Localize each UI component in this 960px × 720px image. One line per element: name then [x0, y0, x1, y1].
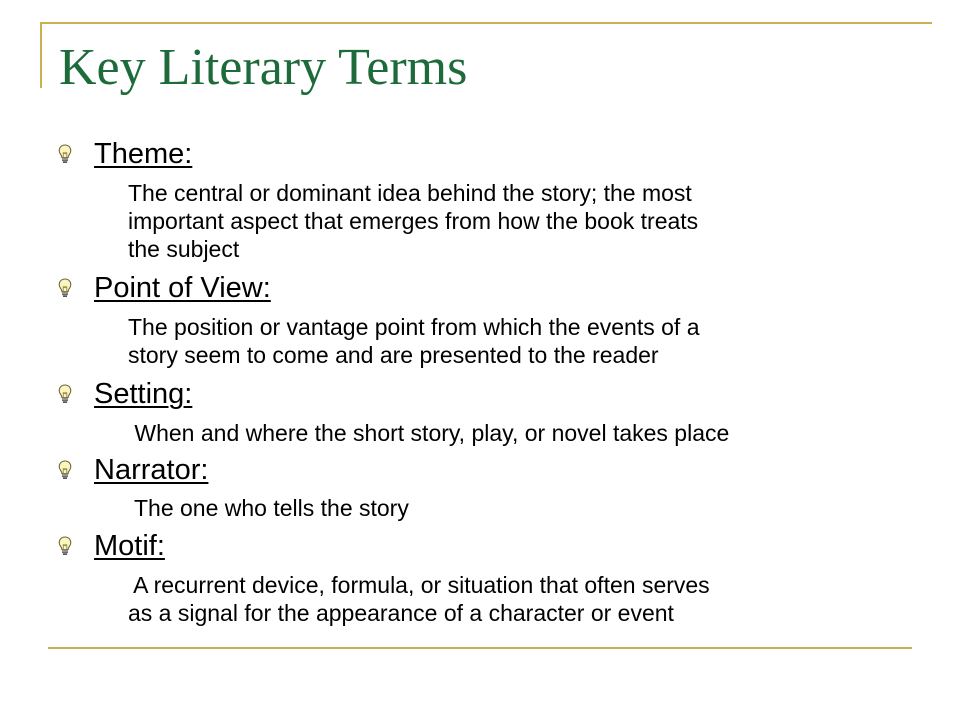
term-label: Theme:: [94, 138, 193, 170]
term-label: Narrator:: [94, 454, 209, 486]
definition-line: The position or vantage point from which the events of a: [128, 314, 700, 340]
lightbulb-icon: [58, 536, 72, 556]
definition-line: When and where the short story, play, or novel takes place: [128, 420, 730, 446]
term-motif: [58, 528, 165, 564]
lightbulb-icon: [58, 384, 72, 404]
definition-line: The central or dominant idea behind the story; the most: [128, 180, 692, 206]
definition-line: The one who tells the story: [128, 495, 409, 521]
term-label: Point of View:: [94, 272, 271, 304]
definition-line: story seem to come and are presented to the reader: [128, 342, 659, 368]
term-narrator: [58, 452, 208, 488]
left-border-rule: [40, 22, 42, 88]
term-point-of-view: [58, 270, 271, 306]
definition-line: as a signal for the appearance of a character or event: [128, 600, 674, 626]
term-label: Motif:: [94, 530, 165, 562]
definition-line: important aspect that emerges from how the book treats: [128, 208, 699, 234]
lightbulb-icon: [58, 278, 72, 298]
definition-line: A recurrent device, formula, or situation that often serves: [128, 572, 710, 598]
top-border-rule: [40, 22, 932, 24]
bottom-border-rule: [48, 647, 912, 649]
slide-title: Key Literary Terms: [59, 39, 468, 96]
term-label: Setting:: [94, 378, 193, 410]
definition-line: the subject: [128, 236, 240, 262]
lightbulb-icon: [58, 460, 72, 480]
term-setting: [58, 376, 192, 412]
term-theme: [58, 136, 192, 172]
lightbulb-icon: [58, 144, 72, 164]
